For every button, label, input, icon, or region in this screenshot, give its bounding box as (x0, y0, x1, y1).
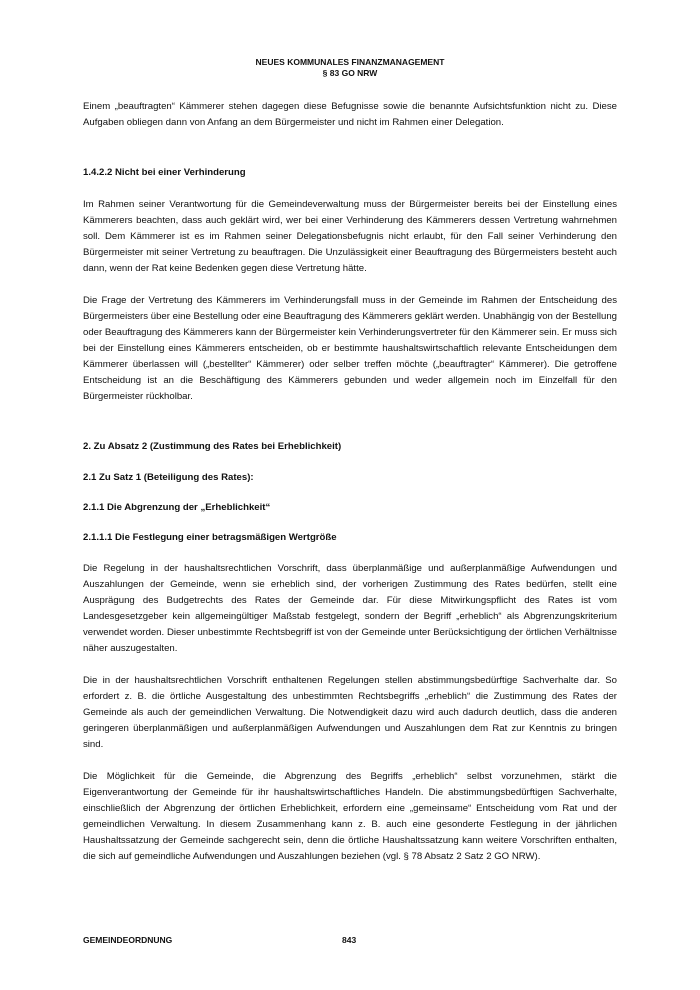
heading-1-4-2-2: 1.4.2.2 Nicht bei einer Verhinderung (83, 167, 246, 178)
header-subtitle: § 83 GO NRW (322, 68, 378, 78)
page-number: 843 (342, 935, 357, 945)
page-header (0, 57, 700, 79)
paragraph-5: Die in der haushaltsrechtlichen Vorschrift enthaltenen Regelungen stellen abstimmungsbedürftige Sachverhalte dar. So erfordert z. B. die örtliche Ausgestaltung des unbestimmten Rechtsbegriffs „erheblich“ die Zustimmung des Rates der Gemeinde als auch der gemeindlichen Verwaltung. Die Notwendigkeit dazu wird auch dadurch deutlich, dass die anderen geringeren überplanmäßigen und außerplanmäßigen Aufwendungen und Auszahlungen dem Rat zur Kenntnis zu bringen sind. (83, 675, 617, 750)
paragraph-4: Die Regelung in der haushaltsrechtlichen Vorschrift, dass überplanmäßige und außerplanmäßige Aufwendungen und Auszahlungen der Gemeinde, wenn sie erheblich sind, der vorherigen Zustimmung des Rates bedürfen, stellt eine Ausprägung des Budgetrechts des Rates der Gemeinde dar. Für diese Mitwirkungspflicht des Rates ist vom Landesgesetzgeber kein allgemeingültiger Maßstab festgelegt, sondern der Begriff „erheblich“ als Abgrenzungskriterium verwendet worden. Dieser unbestimmte Rechtsbegriff ist von der Gemeinde unter Berücksichtigung der örtlichen Verhältnisse näher auszugestalten. (83, 563, 617, 654)
main-content (83, 99, 617, 865)
footer-section-title: GEMEINDEORDNUNG (83, 935, 173, 945)
heading-2-1: 2.1 Zu Satz 1 (Beteiligung des Rates): (83, 472, 254, 483)
paragraph-3: Die Frage der Vertretung des Kämmerers im Verhinderungsfall muss in der Gemeinde im Rahmen der Entscheidung des Bürgermeisters über eine Bestellung oder eine Beauftragung des Kämmerers geklärt werden. Unabhängig von der Bestellung oder Beauftragung des Kämmerers kann der Bürgermeister kein Verhinderungsvertreter für den Kämmerer sein. Er muss sich bei der Einstellung eines Kämmerers entscheiden, ob er bestimmte haushaltswirtschaftlich relevante Entscheidungen dem Kämmerer überlassen will („bestellter“ Kämmerer) oder selber treffen möchte („beauftragter“ Kämmerer). Die getroffene Entscheidung ist an die Beschäftigung des Kämmerers gebunden und weder allgemein noch im Einzelfall für den Bürgermeister rückholbar. (83, 295, 617, 402)
header-title: NEUES KOMMUNALES FINANZMANAGEMENT (255, 57, 445, 67)
heading-2: 2. Zu Absatz 2 (Zustimmung des Rates bei Erheblichkeit) (83, 441, 342, 452)
paragraph-6: Die Möglichkeit für die Gemeinde, die Abgrenzung des Begriffs „erheblich“ selbst vorzunehmen, stärkt die Eigenverantwortung der Gemeinde für ihr haushaltswirtschaftliches Handeln. Die abstimmungsbedürftigen Sachverhalte, einschließlich der Abgrenzung der örtlichen Erheblichkeit, erfordern eine „gemeinsame“ Entscheidung vom Rat und der gemeindlichen Verwaltung. In diesem Zusammenhang kann z. B. auch eine gesonderte Festlegung in der jährlichen Haushaltssatzung der Gemeinde sachgerecht sein, denn die örtliche Haushaltssatzung kann weitere Vorschriften enthalten, die sich auf gemeindliche Aufwendungen und Auszahlungen beziehen (vgl. § 78 Absatz 2 Satz 2 GO NRW). (83, 771, 617, 862)
paragraph-2: Im Rahmen seiner Verantwortung für die Gemeindeverwaltung muss der Bürgermeister bereits bei der Einstellung eines Kämmerers beachten, dass auch geklärt wird, wer bei einer Verhinderung des Kämmerers dessen Vertretung wahrnehmen soll. Dem Kämmerer ist es im Rahmen seiner Delegationsbefugnis nicht erlaubt, für den Fall seiner Verhinderung den Bürgermeister mit seiner Vertretung zu beauftragen. Die Unzulässigkeit einer Beauftragung des Bürgermeisters besteht auch dann, wenn der Rat keine Bedenken gegen diese Vertretung hätte. (83, 199, 617, 274)
heading-2-1-1-1: 2.1.1.1 Die Festlegung einer betragsmäßigen Wertgröße (83, 532, 337, 543)
heading-2-1-1: 2.1.1 Die Abgrenzung der „Erheblichkeit“ (83, 502, 271, 513)
paragraph-1: Einem „beauftragten“ Kämmerer stehen dagegen diese Befugnisse sowie die benannte Aufsichtsfunktion nicht zu. Diese Aufgaben obliegen dann von Anfang an dem Bürgermeister und nicht im Rahmen einer Delegation. (83, 101, 617, 128)
